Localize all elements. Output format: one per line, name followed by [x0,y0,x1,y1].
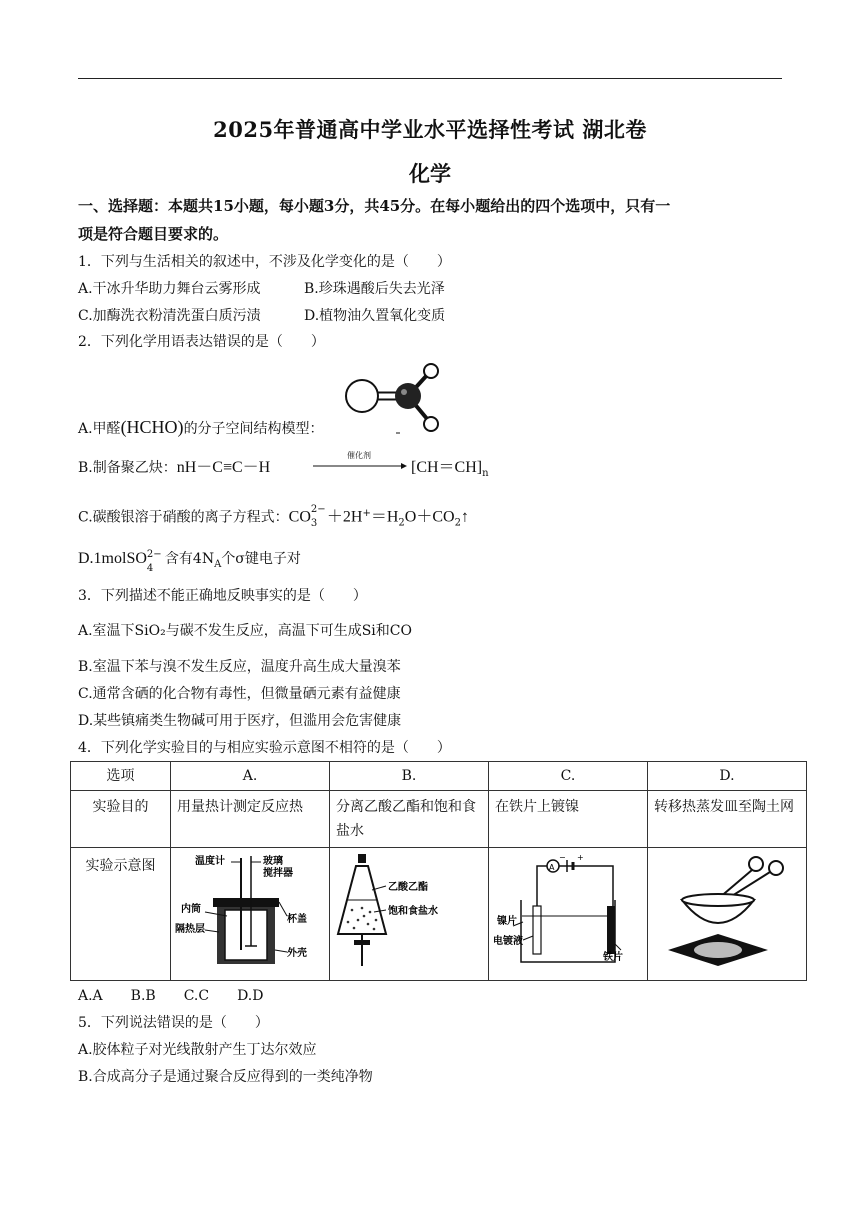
figure-c-cell [489,848,648,981]
figC-label-iron: 铁片 [603,952,623,963]
q4-answers: A.A B.B C.C D.D [78,988,264,1004]
table-header-a: A. [171,762,330,791]
figure-d-cell [648,848,807,981]
q2-c-eq-4: O＋CO [404,508,455,526]
figC-label-nickel: 镍片 [497,916,517,927]
arrow-icon [311,462,407,470]
purpose-d: 转移热蒸发皿至陶土网 [648,791,807,848]
calorimeter-diagram [175,850,325,970]
figA-label-thermometer: 温度计 [195,856,225,867]
figA-label-shell: 外壳 [287,948,307,959]
figA-label-inner: 内筒 [181,904,201,915]
purpose-label: 实验目的 [71,791,171,848]
table-header-c: C. [489,762,648,791]
figA-label-glass: 玻璃 [263,856,283,867]
exam-title: 2025年普通高中学业水平选择性考试 湖北卷 [213,117,647,142]
table-header-d: D. [648,762,807,791]
q3-stem: 3．下列描述不能正确地反映事实的是（ ） [78,588,367,604]
q2-a-formula: (HCHO) [120,417,184,437]
purpose-b: 分离乙酸乙酯和饱和食盐水 [330,791,489,848]
formaldehyde-ball-stick-model [340,360,450,436]
figB-label-ester: 乙酸乙酯 [388,882,428,893]
svg-text:−: − [559,853,566,862]
figure-label: 实验示意图 [71,848,171,981]
q1-option-b: B.珍珠遇酸后失去光泽 [304,281,445,297]
q2-c-eq-1: CO [288,508,311,526]
q5-option-b: B.合成高分子是通过聚合反应得到的一类纯净物 [78,1069,373,1085]
q2-b-reaction-arrow [311,452,407,474]
q3-option-a: A.室温下SiO₂与碳不发生反应，高温下可生成Si和CO [78,623,412,639]
q2-a-suffix: 的分子空间结构模型： [183,421,324,437]
experiment-table [70,761,807,981]
figC-label-solution: 电镀液 [493,936,523,947]
q2-option-b [78,458,270,478]
q2-b-product: [CH＝CH] [411,459,483,476]
section-heading-line1: 一、选择题：本题共15小题，每小题3分，共45分。在每小题给出的四个选项中，只有一 [78,197,671,215]
table-header-b: B. [330,762,489,791]
q2-c-eq-2: ＋2H [326,508,363,526]
q2-b-product-wrap [411,458,489,484]
q1-option-c: C.加酶洗衣粉清洗蛋白质污渍 [78,308,261,324]
exam-subject: 化学 [409,161,451,186]
figure-a-cell [171,848,330,981]
table-header-option: 选项 [71,762,171,791]
figB-label-brine: 饱和食盐水 [388,906,438,917]
figA-label-stirrer: 搅拌器 [263,868,293,879]
q1-option-a: A.干冰升华助力舞台云雾形成 [78,281,261,297]
q2-stem: 2．下列化学用语表达错误的是（ ） [78,334,325,350]
figA-label-lid: 杯盖 [287,914,307,925]
electroplating-diagram [493,850,643,970]
q2-d-mid: 含有4N [164,551,215,567]
q2-c-prefix: C.碳酸银溶于硝酸的离子方程式： [78,509,289,526]
q2-option-a [78,417,324,439]
table-row [71,848,807,981]
section-heading-line2: 项是符合题目要求的。 [78,225,229,243]
q2-c-eq-3: ＝H [370,508,399,526]
svg-text:A: A [549,863,555,872]
table-row [71,762,807,791]
evaporating-dish-diagram [652,850,802,970]
table-row [71,791,807,848]
separatory-funnel-diagram [334,850,484,970]
q4-stem: 4．下列化学实验目的与相应实验示意图不相符的是（ ） [78,740,451,756]
q2-option-d: D.1molSO 2− 4 含有$4N_A$个σ键电子对 [78,549,301,574]
purpose-a: 用量热计测定反应热 [171,791,330,848]
header-rule [78,78,782,79]
q3-option-b: B.室温下苯与溴不发生反应，温度升高生成大量溴苯 [78,659,401,675]
q2-b-reactant: nH－C≡C－H [176,459,271,476]
q3-option-d: D.某些镇痛类生物碱可用于医疗，但滥用会危害健康 [78,713,402,729]
q5-option-a: A.胶体粒子对光线散射产生丁达尔效应 [78,1042,317,1058]
q2-c-gas-arrow: ↑ [460,508,469,526]
q2-b-catalyst-label: 催化剂 [347,451,371,460]
q3-option-c: C.通常含硒的化合物有毒性，但微量硒元素有益健康 [78,686,401,702]
figA-label-insulation: 隔热层 [175,924,205,935]
purpose-c: 在铁片上镀镍 [489,791,648,848]
q2-option-c: C.碳酸银溶于硝酸的离子方程式：CO 2− 3 $+2H^+=H_2O+CO_2↑$ [78,504,469,529]
figure-b-cell [330,848,489,981]
q2-b-prefix: B.制备聚乙炔： [78,460,177,476]
q5-stem: 5．下列说法错误的是（ ） [78,1015,269,1031]
q1-option-d: D.植物油久置氧化变质 [304,308,446,324]
svg-text:+: + [577,853,584,862]
q2-a-prefix: A.甲醛 [78,421,121,437]
q2-d-suffix: 个σ键电子对 [221,551,301,567]
q2-b-n: n [482,467,489,479]
q1-stem: 1．下列与生活相关的叙述中，不涉及化学变化的是（ ） [78,254,451,270]
q2-d-prefix: D.1molSO [78,550,147,567]
